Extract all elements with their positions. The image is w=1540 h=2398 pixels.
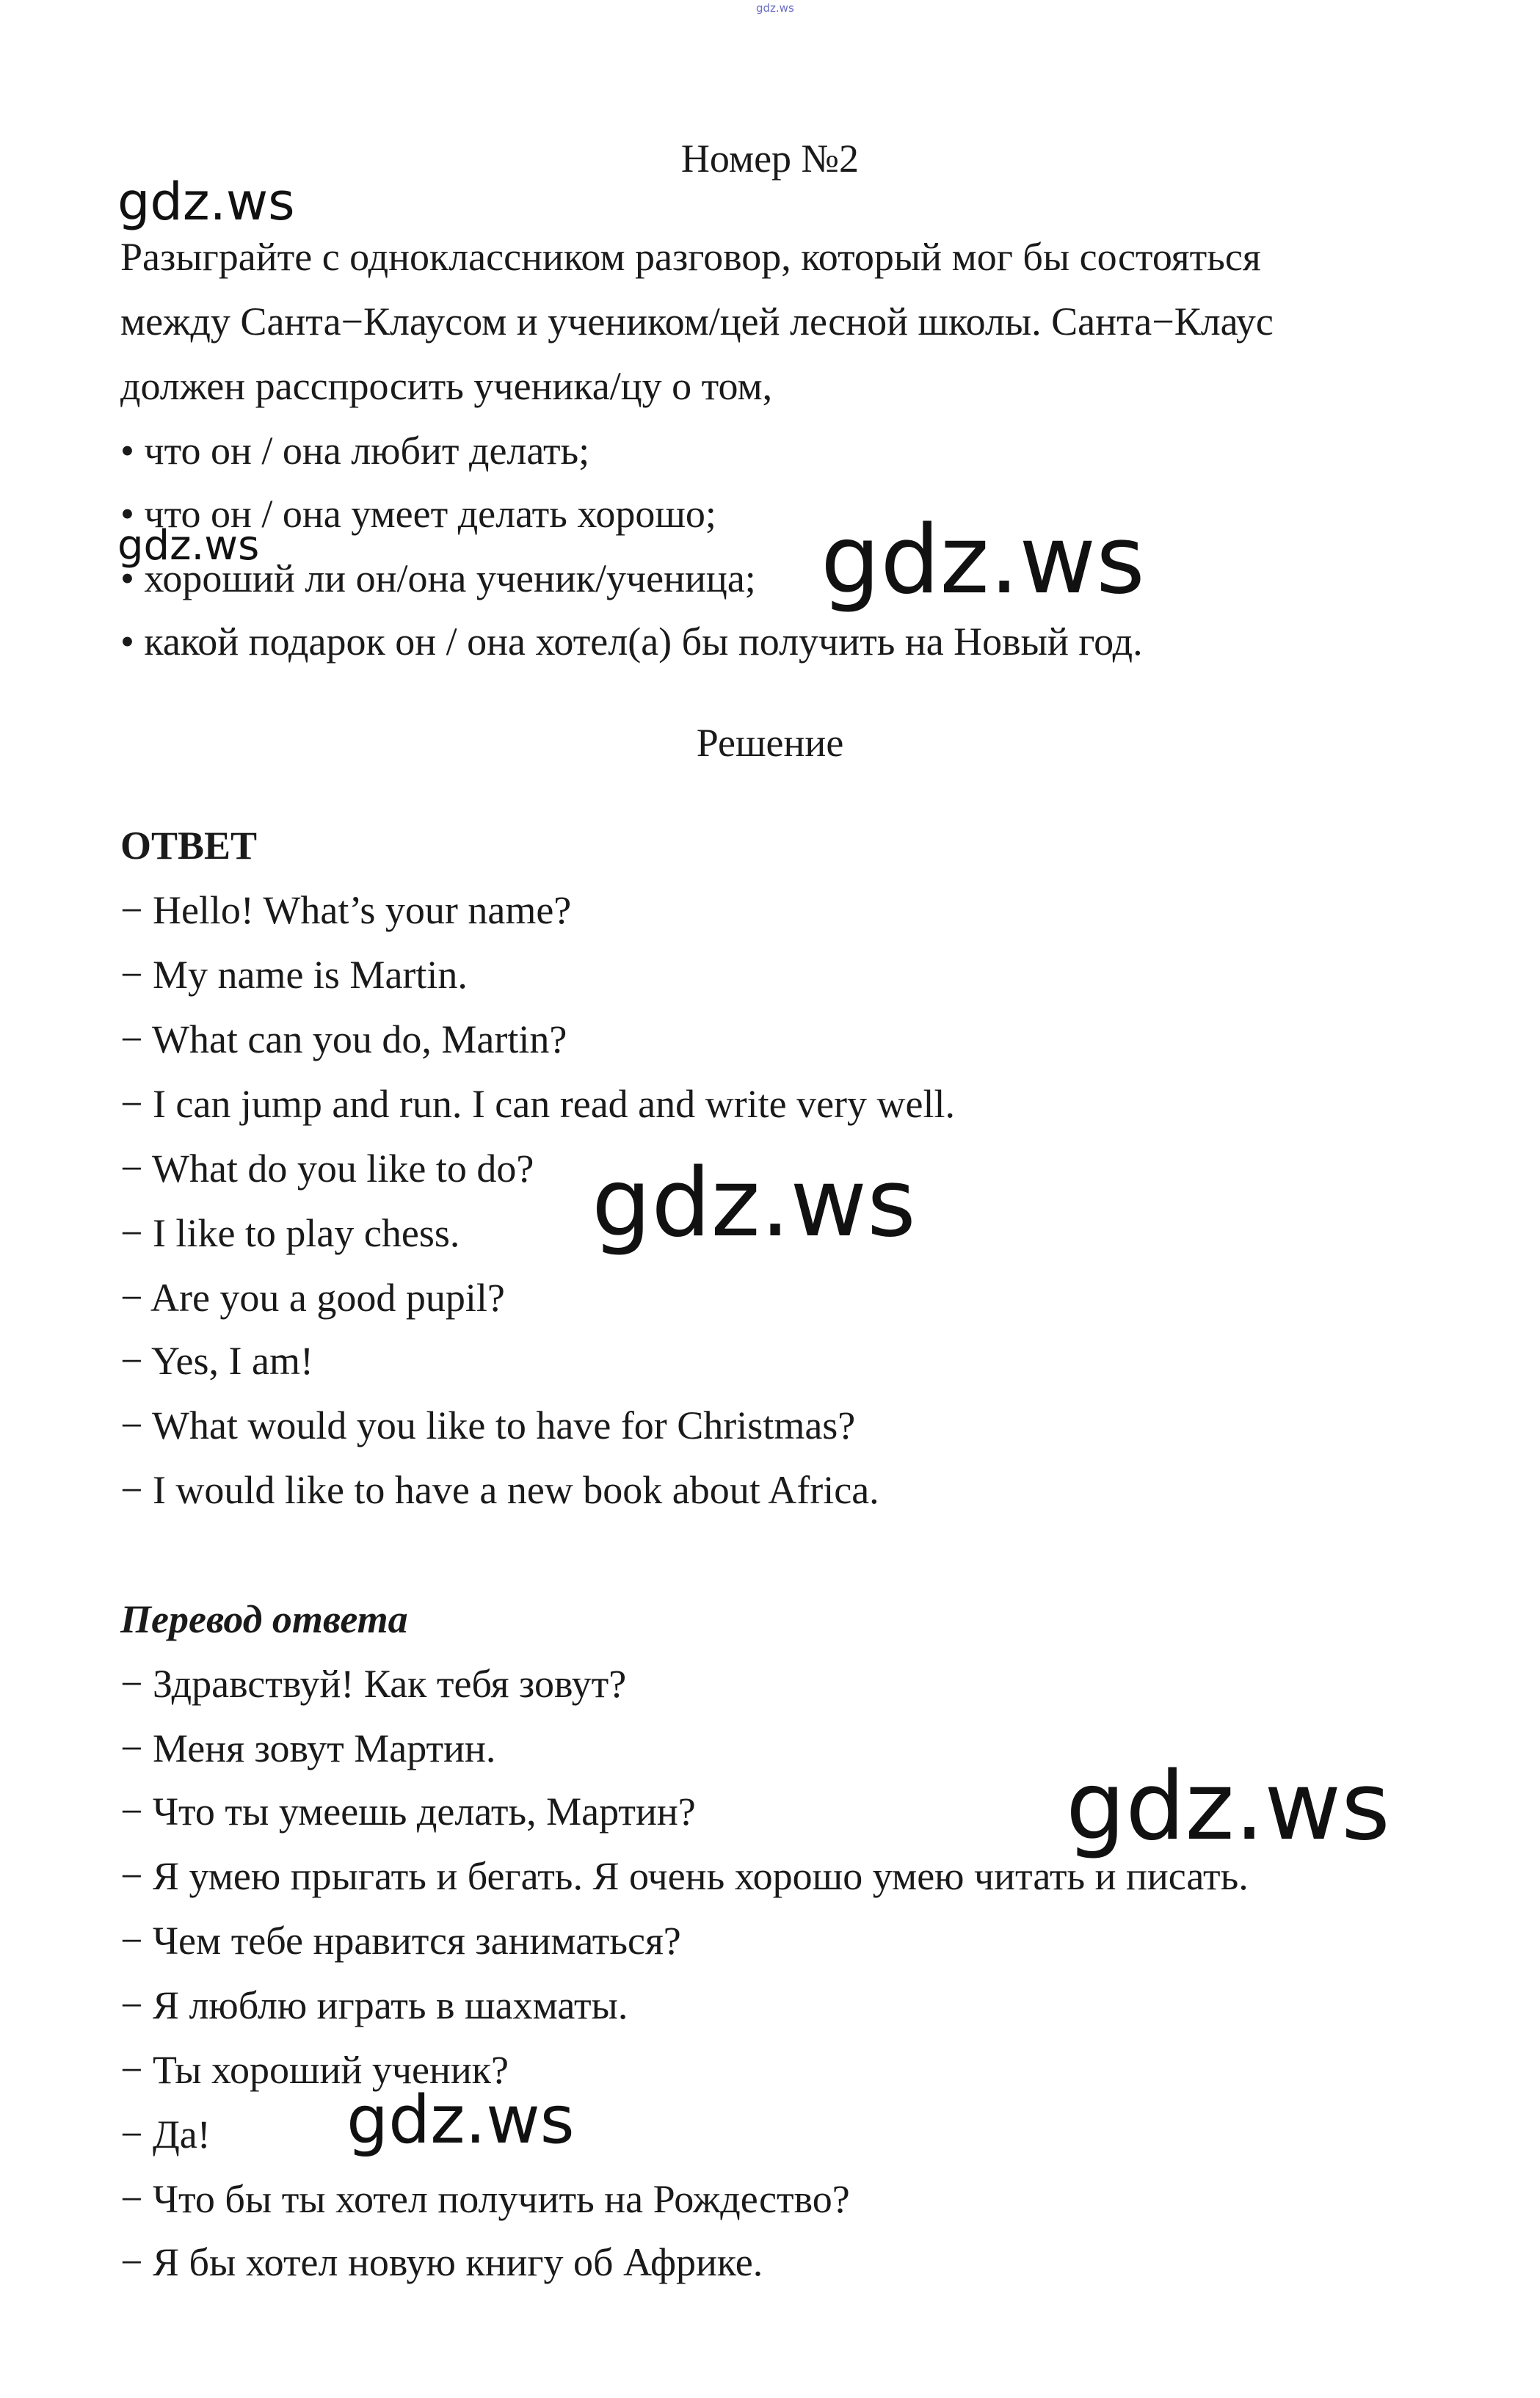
answer-line: − I can jump and run. I can read and write very well. (120, 1082, 956, 1126)
solution-heading: Решение (696, 721, 844, 765)
answer-line: − What would you like to have for Christmas? (120, 1403, 856, 1447)
translation-line: − Меня зовут Мартин. (120, 1726, 496, 1770)
task-bullet: • хороший ли он/она ученик/ученица; (120, 556, 756, 600)
translation-line: − Что бы ты хотел получить на Рождество? (120, 2177, 850, 2221)
answer-line: − I like to play chess. (120, 1211, 460, 1255)
translation-line: − Я умею прыгать и бегать. Я очень хорошо умею читать и писать. (120, 1854, 1249, 1898)
translation-line: − Да! (120, 2112, 211, 2157)
watermark: gdz.ws (346, 2082, 575, 2159)
translation-line: − Здравствуй! Как тебя зовут? (120, 1662, 627, 1706)
task-line: должен расспросить ученика/цу о том, (120, 364, 773, 408)
answer-line: − Yes, I am! (120, 1339, 313, 1383)
task-bullet: • что он / она умеет делать хорошо; (120, 492, 716, 536)
watermark-top-tiny: gdz.ws (756, 1, 794, 15)
answer-line: − I would like to have a new book about Africa. (120, 1468, 879, 1512)
answer-line: − What do you like to do? (120, 1147, 534, 1191)
answer-line: − Hello! What’s your name? (120, 888, 572, 932)
answer-label: ОТВЕТ (120, 824, 258, 868)
watermark: gdz.ws (117, 172, 295, 232)
translation-line: − Я бы хотел новую книгу об Африке. (120, 2240, 763, 2284)
task-bullet: • какой подарок он / она хотел(а) бы получить на Новый год. (120, 620, 1143, 664)
page-title: Номер №2 (680, 137, 860, 181)
answer-line: − Are you a good pupil? (120, 1276, 505, 1320)
watermark: gdz.ws (1066, 1752, 1390, 1861)
answer-line: − My name is Martin. (120, 953, 468, 997)
translation-line: − Ты хороший ученик? (120, 2048, 509, 2092)
translation-line: − Что ты умеешь делать, Мартин? (120, 1790, 696, 1834)
translation-line: − Чем тебе нравится заниматься? (120, 1919, 681, 1963)
answer-line: − What can you do, Martin? (120, 1017, 567, 1061)
task-line: Разыграйте с одноклассником разговор, который мог бы состояться (120, 235, 1261, 279)
task-line: между Санта−Клаусом и учеником/цей лесной школы. Санта−Клаус (120, 299, 1274, 344)
watermark: gdz.ws (117, 522, 260, 570)
watermark: gdz.ws (821, 506, 1145, 615)
task-bullet: • что он / она любит делать; (120, 429, 590, 473)
translation-label: Перевод ответа (120, 1597, 408, 1641)
translation-line: − Я люблю играть в шахматы. (120, 1983, 628, 2027)
watermark: gdz.ws (592, 1149, 916, 1258)
